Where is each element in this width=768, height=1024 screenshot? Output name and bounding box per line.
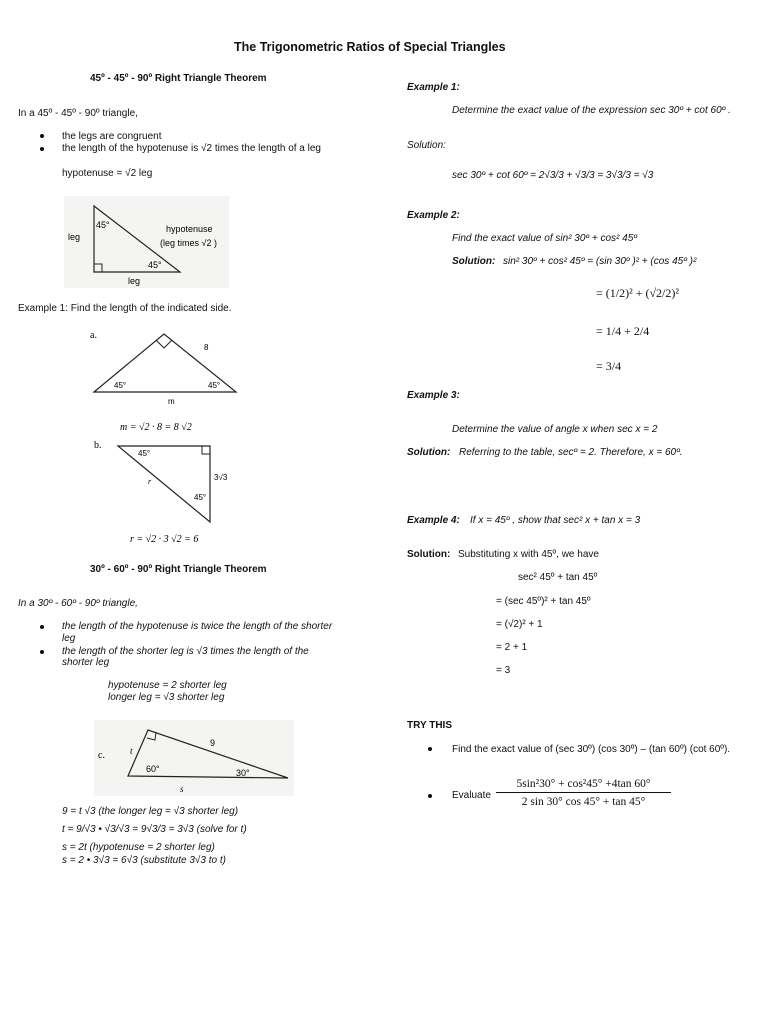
figb-angle-bottom: 45° xyxy=(194,493,207,502)
bullet-icon xyxy=(40,650,44,654)
example4-step-1: sec² 45º + tan 45º xyxy=(518,572,598,583)
fig1-leg-bottom: leg xyxy=(128,276,141,286)
bullet-30-short-b: shorter leg xyxy=(62,657,110,668)
solution-line-4: s = 2 • 3√3 = 6√3 (substitute 3√3 to t) xyxy=(62,855,226,866)
bullet-icon xyxy=(40,625,44,629)
rule-longer-leg: longer leg = √3 shorter leg xyxy=(108,692,225,703)
fig1-hyp: hypotenuse xyxy=(166,224,213,234)
fig1-leg-left: leg xyxy=(68,232,81,242)
example2-solution: sin² 30º + cos² 45º = (sin 30º )² + (cos 45º )² xyxy=(503,256,697,267)
example4-text: If x = 45º , show that sec² x + tan x = 3 xyxy=(470,515,641,526)
example2-step-3: = 3/4 xyxy=(596,359,622,373)
figa-label: a. xyxy=(90,330,97,341)
figb-formula: r = √2 · 3 √2 = 6 xyxy=(130,534,199,545)
figc-hyp: 9 xyxy=(210,738,216,748)
intro-30: In a 30º - 60º - 90º triangle, xyxy=(18,598,138,609)
hypotenuse-rule: hypotenuse = √2 leg xyxy=(62,168,153,179)
example1-left: Example 1: Find the length of the indicated side. xyxy=(18,303,232,314)
triangle-45-figure xyxy=(64,196,229,288)
bullet-icon xyxy=(40,134,44,138)
example3-text: Determine the value of angle x when sec x = 2 xyxy=(452,424,658,435)
fig1-angle-top: 45° xyxy=(96,220,110,230)
example1-text: Determine the exact value of the expression sec 30º + cot 60º . xyxy=(452,105,731,116)
figc-angle-60: 60° xyxy=(146,764,160,774)
figb-hyp: r xyxy=(148,477,152,486)
example2-text: Find the exact value of sin² 30º + cos² 45º xyxy=(452,233,637,244)
bullet-icon xyxy=(40,147,44,151)
triangle-b-figure xyxy=(88,436,248,548)
solution-line-2: t = 9/√3 • √3/√3 = 9√3/3 = 3√3 (solve for t) xyxy=(62,824,247,835)
bullet-45-legs: the legs are congruent xyxy=(62,131,162,142)
example2-step-2: = 1/4 + 2/4 xyxy=(596,324,650,338)
figa-base: m xyxy=(168,397,175,406)
page-title: The Trigonometric Ratios of Special Triangles xyxy=(234,40,506,54)
example2-title: Example 2: xyxy=(407,210,460,221)
try-this-item-1: Find the exact value of (sec 30º) (cos 30º) – (tan 60º) (cot 60º). xyxy=(452,744,731,755)
example4-solution-label: Solution: xyxy=(407,549,451,560)
figc-t: t xyxy=(130,746,133,756)
solution-line-1: 9 = t √3 (the longer leg = √3 shorter leg) xyxy=(62,806,239,817)
bullet-30-short-a: the length of the shorter leg is √3 times the length of the xyxy=(62,646,309,657)
bullet-icon xyxy=(428,794,432,798)
example1-solution-label: Solution: xyxy=(407,140,446,151)
figb-label: b. xyxy=(94,440,102,451)
try-this-fraction-denominator: 2 sin 30° cos 45° + tan 45° xyxy=(521,796,646,808)
example3-solution-label: Solution: xyxy=(407,447,451,458)
example2-solution-label: Solution: xyxy=(452,256,496,267)
example1-title: Example 1: xyxy=(407,82,460,93)
bullet-30-hyp-b: leg xyxy=(62,633,76,644)
theorem-45-heading: 45º - 45º - 90º Right Triangle Theorem xyxy=(90,73,267,84)
example3-title: Example 3: xyxy=(407,390,460,401)
figb-side: 3√3 xyxy=(214,473,228,482)
theorem-30-heading: 30º - 60º - 90º Right Triangle Theorem xyxy=(90,564,267,575)
figc-s: s xyxy=(180,784,184,794)
bullet-45-hypotenuse: the length of the hypotenuse is √2 times the length of a leg xyxy=(62,143,321,154)
intro-45: In a 45º - 45º - 90º triangle, xyxy=(18,108,138,119)
figb-angle-top: 45° xyxy=(138,449,151,458)
figa-angle-left: 45° xyxy=(114,381,127,390)
bullet-30-hyp-a: the length of the hypotenuse is twice the length of the shorter xyxy=(62,621,333,632)
try-this-item-2-label: Evaluate xyxy=(452,790,491,801)
figc-label: c. xyxy=(98,750,105,761)
example4-title: Example 4: xyxy=(407,515,460,526)
example4-solution: Substituting x with 45º, we have xyxy=(458,549,599,560)
try-this-fraction-numerator: 5sin²30° + cos²45° +4tan 60° xyxy=(496,778,671,793)
example1-expression: sec 30º + cot 60º = 2√3/3 + √3/3 = 3√3/3 = √3 xyxy=(452,170,654,181)
bullet-icon xyxy=(428,747,432,751)
figa-formula: m = √2 · 8 = 8 √2 xyxy=(120,422,192,433)
triangle-c-figure xyxy=(94,720,294,796)
try-this-title: TRY THIS xyxy=(407,720,453,731)
fig1-hyp-sub: (leg times √2 ) xyxy=(160,238,217,248)
example4-step-4: = 2 + 1 xyxy=(496,642,528,653)
solution-line-3: s = 2t (hypotenuse = 2 shorter leg) xyxy=(62,842,215,853)
fig1-angle-bottom: 45° xyxy=(148,260,162,270)
rule-hypotenuse: hypotenuse = 2 shorter leg xyxy=(108,680,227,691)
figc-angle-30: 30° xyxy=(236,768,250,778)
example2-step-1: = (1/2)² + (√2/2)² xyxy=(596,286,679,300)
example4-step-2: = (sec 45º)² + tan 45º xyxy=(496,596,591,607)
figa-angle-right: 45° xyxy=(208,381,221,390)
example4-step-3: = (√2)² + 1 xyxy=(496,619,543,630)
example3-solution: Referring to the table, secº = 2. Therefore, x = 60º. xyxy=(459,447,683,458)
triangle-a-figure xyxy=(88,326,248,436)
example4-step-5: = 3 xyxy=(496,665,511,676)
figa-side: 8 xyxy=(204,343,209,352)
